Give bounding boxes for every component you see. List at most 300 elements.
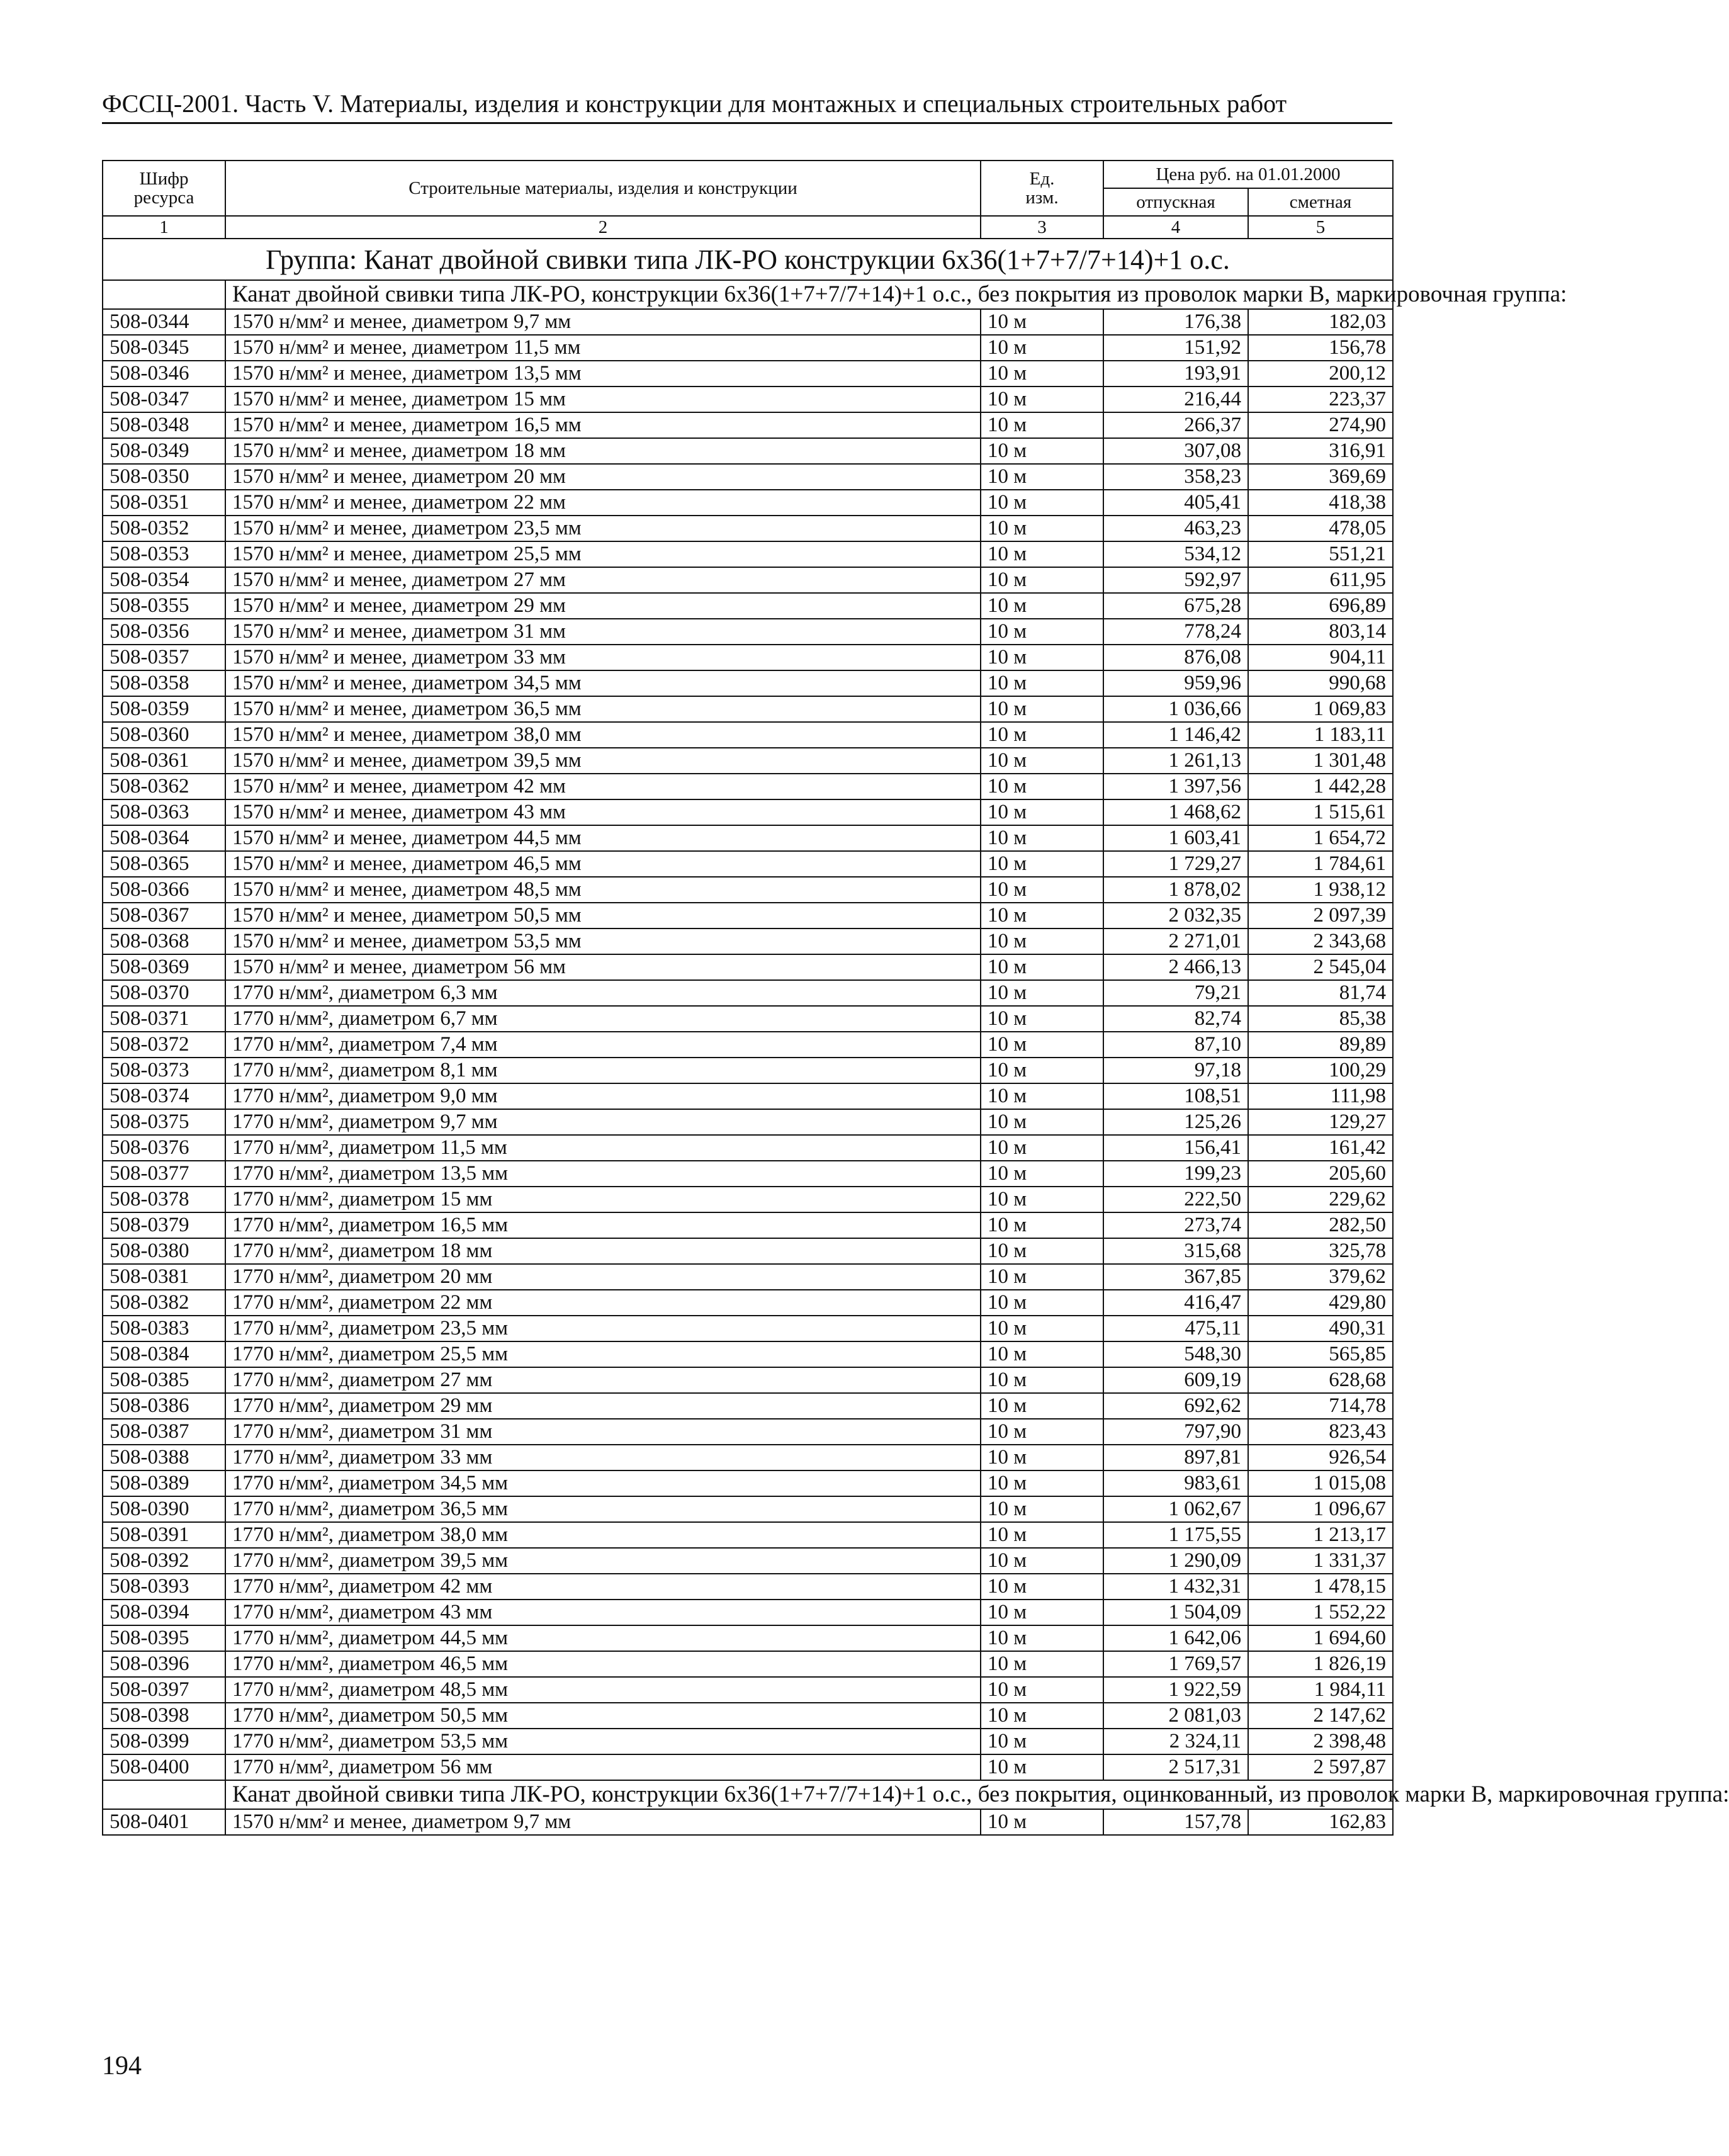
unit: 10 м [981, 928, 1103, 954]
unit: 10 м [981, 670, 1103, 696]
item-name: 1770 н/мм², диаметром 7,4 мм [225, 1032, 981, 1058]
table-row [103, 774, 1393, 799]
unit: 10 м [981, 1212, 1103, 1238]
resource-code: 508-0359 [103, 696, 225, 722]
estimate-price: 1 784,61 [1248, 851, 1393, 877]
table-row [103, 1470, 1393, 1496]
unit: 10 м [981, 1600, 1103, 1625]
unit: 10 м [981, 541, 1103, 567]
unit: 10 м [981, 1522, 1103, 1548]
unit: 10 м [981, 1574, 1103, 1600]
unit: 10 м [981, 412, 1103, 438]
table-row [103, 851, 1393, 877]
unit: 10 м [981, 335, 1103, 361]
resource-code: 508-0353 [103, 541, 225, 567]
release-price: 358,23 [1103, 464, 1248, 490]
item-name: 1770 н/мм², диаметром 9,0 мм [225, 1083, 981, 1109]
release-price: 97,18 [1103, 1058, 1248, 1083]
resource-code: 508-0396 [103, 1651, 225, 1677]
table-body [103, 239, 1729, 1835]
resource-code: 508-0348 [103, 412, 225, 438]
table-row [103, 1238, 1393, 1264]
release-price: 1 036,66 [1103, 696, 1248, 722]
estimate-price: 100,29 [1248, 1058, 1393, 1083]
release-price: 1 878,02 [1103, 877, 1248, 903]
unit: 10 м [981, 1393, 1103, 1419]
estimate-price: 2 343,68 [1248, 928, 1393, 954]
item-name: 1770 н/мм², диаметром 31 мм [225, 1419, 981, 1445]
subgroup-row [103, 280, 1393, 309]
estimate-price: 1 552,22 [1248, 1600, 1393, 1625]
table-row [103, 1290, 1393, 1316]
estimate-price: 325,78 [1248, 1238, 1393, 1264]
table-row [103, 645, 1393, 670]
estimate-price: 282,50 [1248, 1212, 1393, 1238]
release-price: 1 603,41 [1103, 825, 1248, 851]
release-price: 222,50 [1103, 1187, 1248, 1212]
resource-code: 508-0360 [103, 722, 225, 748]
unit: 10 м [981, 1754, 1103, 1780]
unit: 10 м [981, 1729, 1103, 1754]
resource-code: 508-0361 [103, 748, 225, 774]
item-name: 1570 н/мм² и менее, диаметром 50,5 мм [225, 903, 981, 928]
column-number: 3 [981, 216, 1103, 239]
release-price: 1 504,09 [1103, 1600, 1248, 1625]
item-name: 1570 н/мм² и менее, диаметром 33 мм [225, 645, 981, 670]
unit: 10 м [981, 980, 1103, 1006]
resource-code: 508-0366 [103, 877, 225, 903]
release-price: 193,91 [1103, 361, 1248, 387]
release-price: 82,74 [1103, 1006, 1248, 1032]
release-price: 534,12 [1103, 541, 1248, 567]
header-release-price: отпускная [1103, 188, 1248, 216]
column-numbers-row [103, 216, 1393, 239]
resource-code: 508-0398 [103, 1703, 225, 1729]
item-name: 1570 н/мм² и менее, диаметром 11,5 мм [225, 335, 981, 361]
release-price: 1 175,55 [1103, 1522, 1248, 1548]
item-name: 1770 н/мм², диаметром 15 мм [225, 1187, 981, 1212]
item-name: 1770 н/мм², диаметром 53,5 мм [225, 1729, 981, 1754]
estimate-price: 904,11 [1248, 645, 1393, 670]
table-row [103, 438, 1393, 464]
release-price: 79,21 [1103, 980, 1248, 1006]
release-price: 416,47 [1103, 1290, 1248, 1316]
release-price: 675,28 [1103, 593, 1248, 619]
item-name: 1770 н/мм², диаметром 16,5 мм [225, 1212, 981, 1238]
estimate-price: 1 826,19 [1248, 1651, 1393, 1677]
resource-code: 508-0368 [103, 928, 225, 954]
resource-code: 508-0382 [103, 1290, 225, 1316]
item-name: 1770 н/мм², диаметром 13,5 мм [225, 1161, 981, 1187]
release-price: 959,96 [1103, 670, 1248, 696]
item-name: 1770 н/мм², диаметром 29 мм [225, 1393, 981, 1419]
item-name: 1570 н/мм² и менее, диаметром 13,5 мм [225, 361, 981, 387]
table-row [103, 593, 1393, 619]
resource-code: 508-0349 [103, 438, 225, 464]
item-name: 1570 н/мм² и менее, диаметром 9,7 мм [225, 309, 981, 335]
release-price: 156,41 [1103, 1135, 1248, 1161]
release-price: 2 466,13 [1103, 954, 1248, 980]
unit: 10 м [981, 1316, 1103, 1341]
table-row [103, 1083, 1393, 1109]
resource-code: 508-0384 [103, 1341, 225, 1367]
estimate-price: 1 096,67 [1248, 1496, 1393, 1522]
item-name: 1770 н/мм², диаметром 38,0 мм [225, 1522, 981, 1548]
release-price: 87,10 [1103, 1032, 1248, 1058]
estimate-price: 803,14 [1248, 619, 1393, 645]
table-row [103, 1032, 1393, 1058]
table-row [103, 1625, 1393, 1651]
resource-code: 508-0390 [103, 1496, 225, 1522]
resource-code: 508-0380 [103, 1238, 225, 1264]
resource-code: 508-0364 [103, 825, 225, 851]
resource-code: 508-0397 [103, 1677, 225, 1703]
unit: 10 м [981, 1238, 1103, 1264]
table-row [103, 1600, 1393, 1625]
estimate-price: 990,68 [1248, 670, 1393, 696]
page-header: ФССЦ-2001. Часть V. Материалы, изделия и конструкции для монтажных и специальных строительных работ [102, 89, 1287, 118]
release-price: 2 517,31 [1103, 1754, 1248, 1780]
table-row [103, 335, 1393, 361]
table-row [103, 1187, 1393, 1212]
subgroup-title: Канат двойной свивки типа ЛК-РО, конструкции 6х36(1+7+7/7+14)+1 о.с., без покрытия из проволок марки В, маркировочная группа: [225, 280, 1393, 309]
release-price: 307,08 [1103, 438, 1248, 464]
unit: 10 м [981, 877, 1103, 903]
item-name: 1570 н/мм² и менее, диаметром 46,5 мм [225, 851, 981, 877]
unit: 10 м [981, 309, 1103, 335]
release-price: 1 468,62 [1103, 799, 1248, 825]
item-name: 1570 н/мм² и менее, диаметром 16,5 мм [225, 412, 981, 438]
unit: 10 м [981, 593, 1103, 619]
release-price: 2 081,03 [1103, 1703, 1248, 1729]
table-row [103, 1341, 1393, 1367]
resource-code: 508-0395 [103, 1625, 225, 1651]
subgroup-row [103, 1780, 1393, 1809]
estimate-price: 161,42 [1248, 1135, 1393, 1161]
unit: 10 м [981, 696, 1103, 722]
item-name: 1570 н/мм² и менее, диаметром 36,5 мм [225, 696, 981, 722]
release-price: 592,97 [1103, 567, 1248, 593]
unit: 10 м [981, 1703, 1103, 1729]
estimate-price: 1 069,83 [1248, 696, 1393, 722]
estimate-price: 205,60 [1248, 1161, 1393, 1187]
table-row [103, 541, 1393, 567]
unit: 10 м [981, 799, 1103, 825]
release-price: 548,30 [1103, 1341, 1248, 1367]
item-name: 1770 н/мм², диаметром 9,7 мм [225, 1109, 981, 1135]
table-row [103, 980, 1393, 1006]
estimate-price: 823,43 [1248, 1419, 1393, 1445]
table-row [103, 619, 1393, 645]
header-unit: Ед. изм. [981, 161, 1103, 216]
table-row [103, 1496, 1393, 1522]
estimate-price: 85,38 [1248, 1006, 1393, 1032]
estimate-price: 611,95 [1248, 567, 1393, 593]
subgroup-code-cell [103, 280, 225, 309]
item-name: 1770 н/мм², диаметром 11,5 мм [225, 1135, 981, 1161]
resource-code: 508-0392 [103, 1548, 225, 1574]
estimate-price: 1 984,11 [1248, 1677, 1393, 1703]
unit: 10 м [981, 774, 1103, 799]
column-number: 5 [1248, 216, 1393, 239]
estimate-price: 1 515,61 [1248, 799, 1393, 825]
release-price: 692,62 [1103, 1393, 1248, 1419]
estimate-price: 89,89 [1248, 1032, 1393, 1058]
release-price: 2 271,01 [1103, 928, 1248, 954]
unit: 10 м [981, 1809, 1103, 1835]
resource-code: 508-0378 [103, 1187, 225, 1212]
resource-code: 508-0401 [103, 1809, 225, 1835]
resource-code: 508-0346 [103, 361, 225, 387]
resource-code: 508-0381 [103, 1264, 225, 1290]
resource-code: 508-0369 [103, 954, 225, 980]
column-number: 2 [225, 216, 981, 239]
table-row [103, 1316, 1393, 1341]
unit: 10 м [981, 645, 1103, 670]
release-price: 2 032,35 [1103, 903, 1248, 928]
resource-code: 508-0362 [103, 774, 225, 799]
table-row [103, 1212, 1393, 1238]
resource-code: 508-0357 [103, 645, 225, 670]
group-title: Группа: Канат двойной свивки типа ЛК-РО конструкции 6х36(1+7+7/7+14)+1 о.с. [103, 239, 1393, 280]
item-name: 1570 н/мм² и менее, диаметром 53,5 мм [225, 928, 981, 954]
estimate-price: 490,31 [1248, 1316, 1393, 1341]
item-name: 1570 н/мм² и менее, диаметром 39,5 мм [225, 748, 981, 774]
item-name: 1770 н/мм², диаметром 22 мм [225, 1290, 981, 1316]
estimate-price: 274,90 [1248, 412, 1393, 438]
table-row [103, 1058, 1393, 1083]
unit: 10 м [981, 903, 1103, 928]
unit: 10 м [981, 1161, 1103, 1187]
estimate-price: 1 478,15 [1248, 1574, 1393, 1600]
unit: 10 м [981, 1341, 1103, 1367]
release-price: 1 146,42 [1103, 722, 1248, 748]
resource-code: 508-0354 [103, 567, 225, 593]
release-price: 273,74 [1103, 1212, 1248, 1238]
resource-code: 508-0393 [103, 1574, 225, 1600]
item-name: 1570 н/мм² и менее, диаметром 22 мм [225, 490, 981, 516]
item-name: 1770 н/мм², диаметром 43 мм [225, 1600, 981, 1625]
unit: 10 м [981, 1470, 1103, 1496]
table-row [103, 1703, 1393, 1729]
unit: 10 м [981, 1006, 1103, 1032]
estimate-price: 1 301,48 [1248, 748, 1393, 774]
estimate-price: 1 015,08 [1248, 1470, 1393, 1496]
table-row [103, 1161, 1393, 1187]
release-price: 1 769,57 [1103, 1651, 1248, 1677]
table-row [103, 1548, 1393, 1574]
unit: 10 м [981, 464, 1103, 490]
estimate-price: 418,38 [1248, 490, 1393, 516]
item-name: 1570 н/мм² и менее, диаметром 48,5 мм [225, 877, 981, 903]
estimate-price: 696,89 [1248, 593, 1393, 619]
estimate-price: 316,91 [1248, 438, 1393, 464]
release-price: 797,90 [1103, 1419, 1248, 1445]
header-rule [102, 122, 1392, 124]
unit: 10 м [981, 567, 1103, 593]
page-number: 194 [102, 2052, 142, 2080]
table-row [103, 1367, 1393, 1393]
resource-code: 508-0367 [103, 903, 225, 928]
table-row [103, 567, 1393, 593]
resource-code: 508-0371 [103, 1006, 225, 1032]
item-name: 1570 н/мм² и менее, диаметром 31 мм [225, 619, 981, 645]
release-price: 1 397,56 [1103, 774, 1248, 799]
item-name: 1570 н/мм² и менее, диаметром 42 мм [225, 774, 981, 799]
estimate-price: 565,85 [1248, 1341, 1393, 1367]
item-name: 1570 н/мм² и менее, диаметром 29 мм [225, 593, 981, 619]
release-price: 199,23 [1103, 1161, 1248, 1187]
estimate-price: 369,69 [1248, 464, 1393, 490]
release-price: 475,11 [1103, 1316, 1248, 1341]
release-price: 405,41 [1103, 490, 1248, 516]
resource-code: 508-0379 [103, 1212, 225, 1238]
table-row [103, 1809, 1393, 1835]
release-price: 876,08 [1103, 645, 1248, 670]
resource-code: 508-0376 [103, 1135, 225, 1161]
estimate-price: 2 097,39 [1248, 903, 1393, 928]
table-row [103, 928, 1393, 954]
subgroup-code-cell [103, 1780, 225, 1809]
table-row [103, 412, 1393, 438]
estimate-price: 2 545,04 [1248, 954, 1393, 980]
release-price: 108,51 [1103, 1083, 1248, 1109]
resource-code: 508-0356 [103, 619, 225, 645]
unit: 10 м [981, 1625, 1103, 1651]
table-row [103, 1006, 1393, 1032]
release-price: 1 290,09 [1103, 1548, 1248, 1574]
unit: 10 м [981, 619, 1103, 645]
release-price: 609,19 [1103, 1367, 1248, 1393]
release-price: 897,81 [1103, 1445, 1248, 1470]
group-row [103, 239, 1393, 280]
table-row [103, 903, 1393, 928]
header-code: Шифр ресурса [103, 161, 225, 216]
release-price: 1 642,06 [1103, 1625, 1248, 1651]
header-estimate-price: сметная [1248, 188, 1393, 216]
resource-code: 508-0365 [103, 851, 225, 877]
resource-code: 508-0373 [103, 1058, 225, 1083]
item-name: 1770 н/мм², диаметром 6,7 мм [225, 1006, 981, 1032]
resource-code: 508-0347 [103, 387, 225, 412]
estimate-price: 111,98 [1248, 1083, 1393, 1109]
release-price: 2 324,11 [1103, 1729, 1248, 1754]
table-row [103, 1445, 1393, 1470]
item-name: 1770 н/мм², диаметром 46,5 мм [225, 1651, 981, 1677]
item-name: 1770 н/мм², диаметром 23,5 мм [225, 1316, 981, 1341]
release-price: 1 729,27 [1103, 851, 1248, 877]
unit: 10 м [981, 954, 1103, 980]
item-name: 1570 н/мм² и менее, диаметром 34,5 мм [225, 670, 981, 696]
item-name: 1770 н/мм², диаметром 34,5 мм [225, 1470, 981, 1496]
unit: 10 м [981, 1264, 1103, 1290]
item-name: 1570 н/мм² и менее, диаметром 20 мм [225, 464, 981, 490]
item-name: 1570 н/мм² и менее, диаметром 56 мм [225, 954, 981, 980]
resource-code: 508-0350 [103, 464, 225, 490]
unit: 10 м [981, 1290, 1103, 1316]
resource-code: 508-0389 [103, 1470, 225, 1496]
unit: 10 м [981, 1367, 1103, 1393]
estimate-price: 162,83 [1248, 1809, 1393, 1835]
subgroup-title: Канат двойной свивки типа ЛК-РО, конструкции 6х36(1+7+7/7+14)+1 о.с., без покрытия, оцинкованный, из проволок марки В, маркировочная группа: [225, 1780, 1393, 1809]
table-row [103, 1729, 1393, 1754]
table-row [103, 1419, 1393, 1445]
item-name: 1570 н/мм² и менее, диаметром 23,5 мм [225, 516, 981, 541]
unit: 10 м [981, 1677, 1103, 1703]
item-name: 1770 н/мм², диаметром 25,5 мм [225, 1341, 981, 1367]
table-row [103, 954, 1393, 980]
release-price: 315,68 [1103, 1238, 1248, 1264]
resource-code: 508-0374 [103, 1083, 225, 1109]
table-row [103, 799, 1393, 825]
estimate-price: 714,78 [1248, 1393, 1393, 1419]
unit: 10 м [981, 1187, 1103, 1212]
unit: 10 м [981, 1058, 1103, 1083]
item-name: 1570 н/мм² и менее, диаметром 27 мм [225, 567, 981, 593]
release-price: 1 261,13 [1103, 748, 1248, 774]
unit: 10 м [981, 1032, 1103, 1058]
unit: 10 м [981, 361, 1103, 387]
estimate-price: 2 398,48 [1248, 1729, 1393, 1754]
estimate-price: 1 442,28 [1248, 774, 1393, 799]
estimate-price: 81,74 [1248, 980, 1393, 1006]
unit: 10 м [981, 516, 1103, 541]
item-name: 1570 н/мм² и менее, диаметром 25,5 мм [225, 541, 981, 567]
unit: 10 м [981, 1109, 1103, 1135]
unit: 10 м [981, 490, 1103, 516]
estimate-price: 478,05 [1248, 516, 1393, 541]
release-price: 778,24 [1103, 619, 1248, 645]
table-row [103, 722, 1393, 748]
estimate-price: 229,62 [1248, 1187, 1393, 1212]
item-name: 1770 н/мм², диаметром 56 мм [225, 1754, 981, 1780]
unit: 10 м [981, 748, 1103, 774]
estimate-price: 1 331,37 [1248, 1548, 1393, 1574]
item-name: 1570 н/мм² и менее, диаметром 44,5 мм [225, 825, 981, 851]
resource-code: 508-0394 [103, 1600, 225, 1625]
unit: 10 м [981, 1445, 1103, 1470]
estimate-price: 926,54 [1248, 1445, 1393, 1470]
table-row [103, 387, 1393, 412]
unit: 10 м [981, 1419, 1103, 1445]
estimate-price: 2 597,87 [1248, 1754, 1393, 1780]
release-price: 983,61 [1103, 1470, 1248, 1496]
item-name: 1570 н/мм² и менее, диаметром 15 мм [225, 387, 981, 412]
header-name: Строительные материалы, изделия и конструкции [225, 161, 981, 216]
unit: 10 м [981, 825, 1103, 851]
estimate-price: 1 654,72 [1248, 825, 1393, 851]
table-row [103, 670, 1393, 696]
estimate-price: 2 147,62 [1248, 1703, 1393, 1729]
estimate-price: 1 183,11 [1248, 722, 1393, 748]
estimate-price: 223,37 [1248, 387, 1393, 412]
release-price: 367,85 [1103, 1264, 1248, 1290]
estimate-price: 156,78 [1248, 335, 1393, 361]
item-name: 1570 н/мм² и менее, диаметром 9,7 мм [225, 1809, 981, 1835]
table-row [103, 1109, 1393, 1135]
table-row [103, 309, 1393, 335]
item-name: 1770 н/мм², диаметром 8,1 мм [225, 1058, 981, 1083]
release-price: 216,44 [1103, 387, 1248, 412]
release-price: 151,92 [1103, 335, 1248, 361]
resource-code: 508-0344 [103, 309, 225, 335]
table-row [103, 464, 1393, 490]
item-name: 1770 н/мм², диаметром 18 мм [225, 1238, 981, 1264]
column-number: 1 [103, 216, 225, 239]
table-row [103, 1264, 1393, 1290]
unit: 10 м [981, 722, 1103, 748]
item-name: 1770 н/мм², диаметром 48,5 мм [225, 1677, 981, 1703]
